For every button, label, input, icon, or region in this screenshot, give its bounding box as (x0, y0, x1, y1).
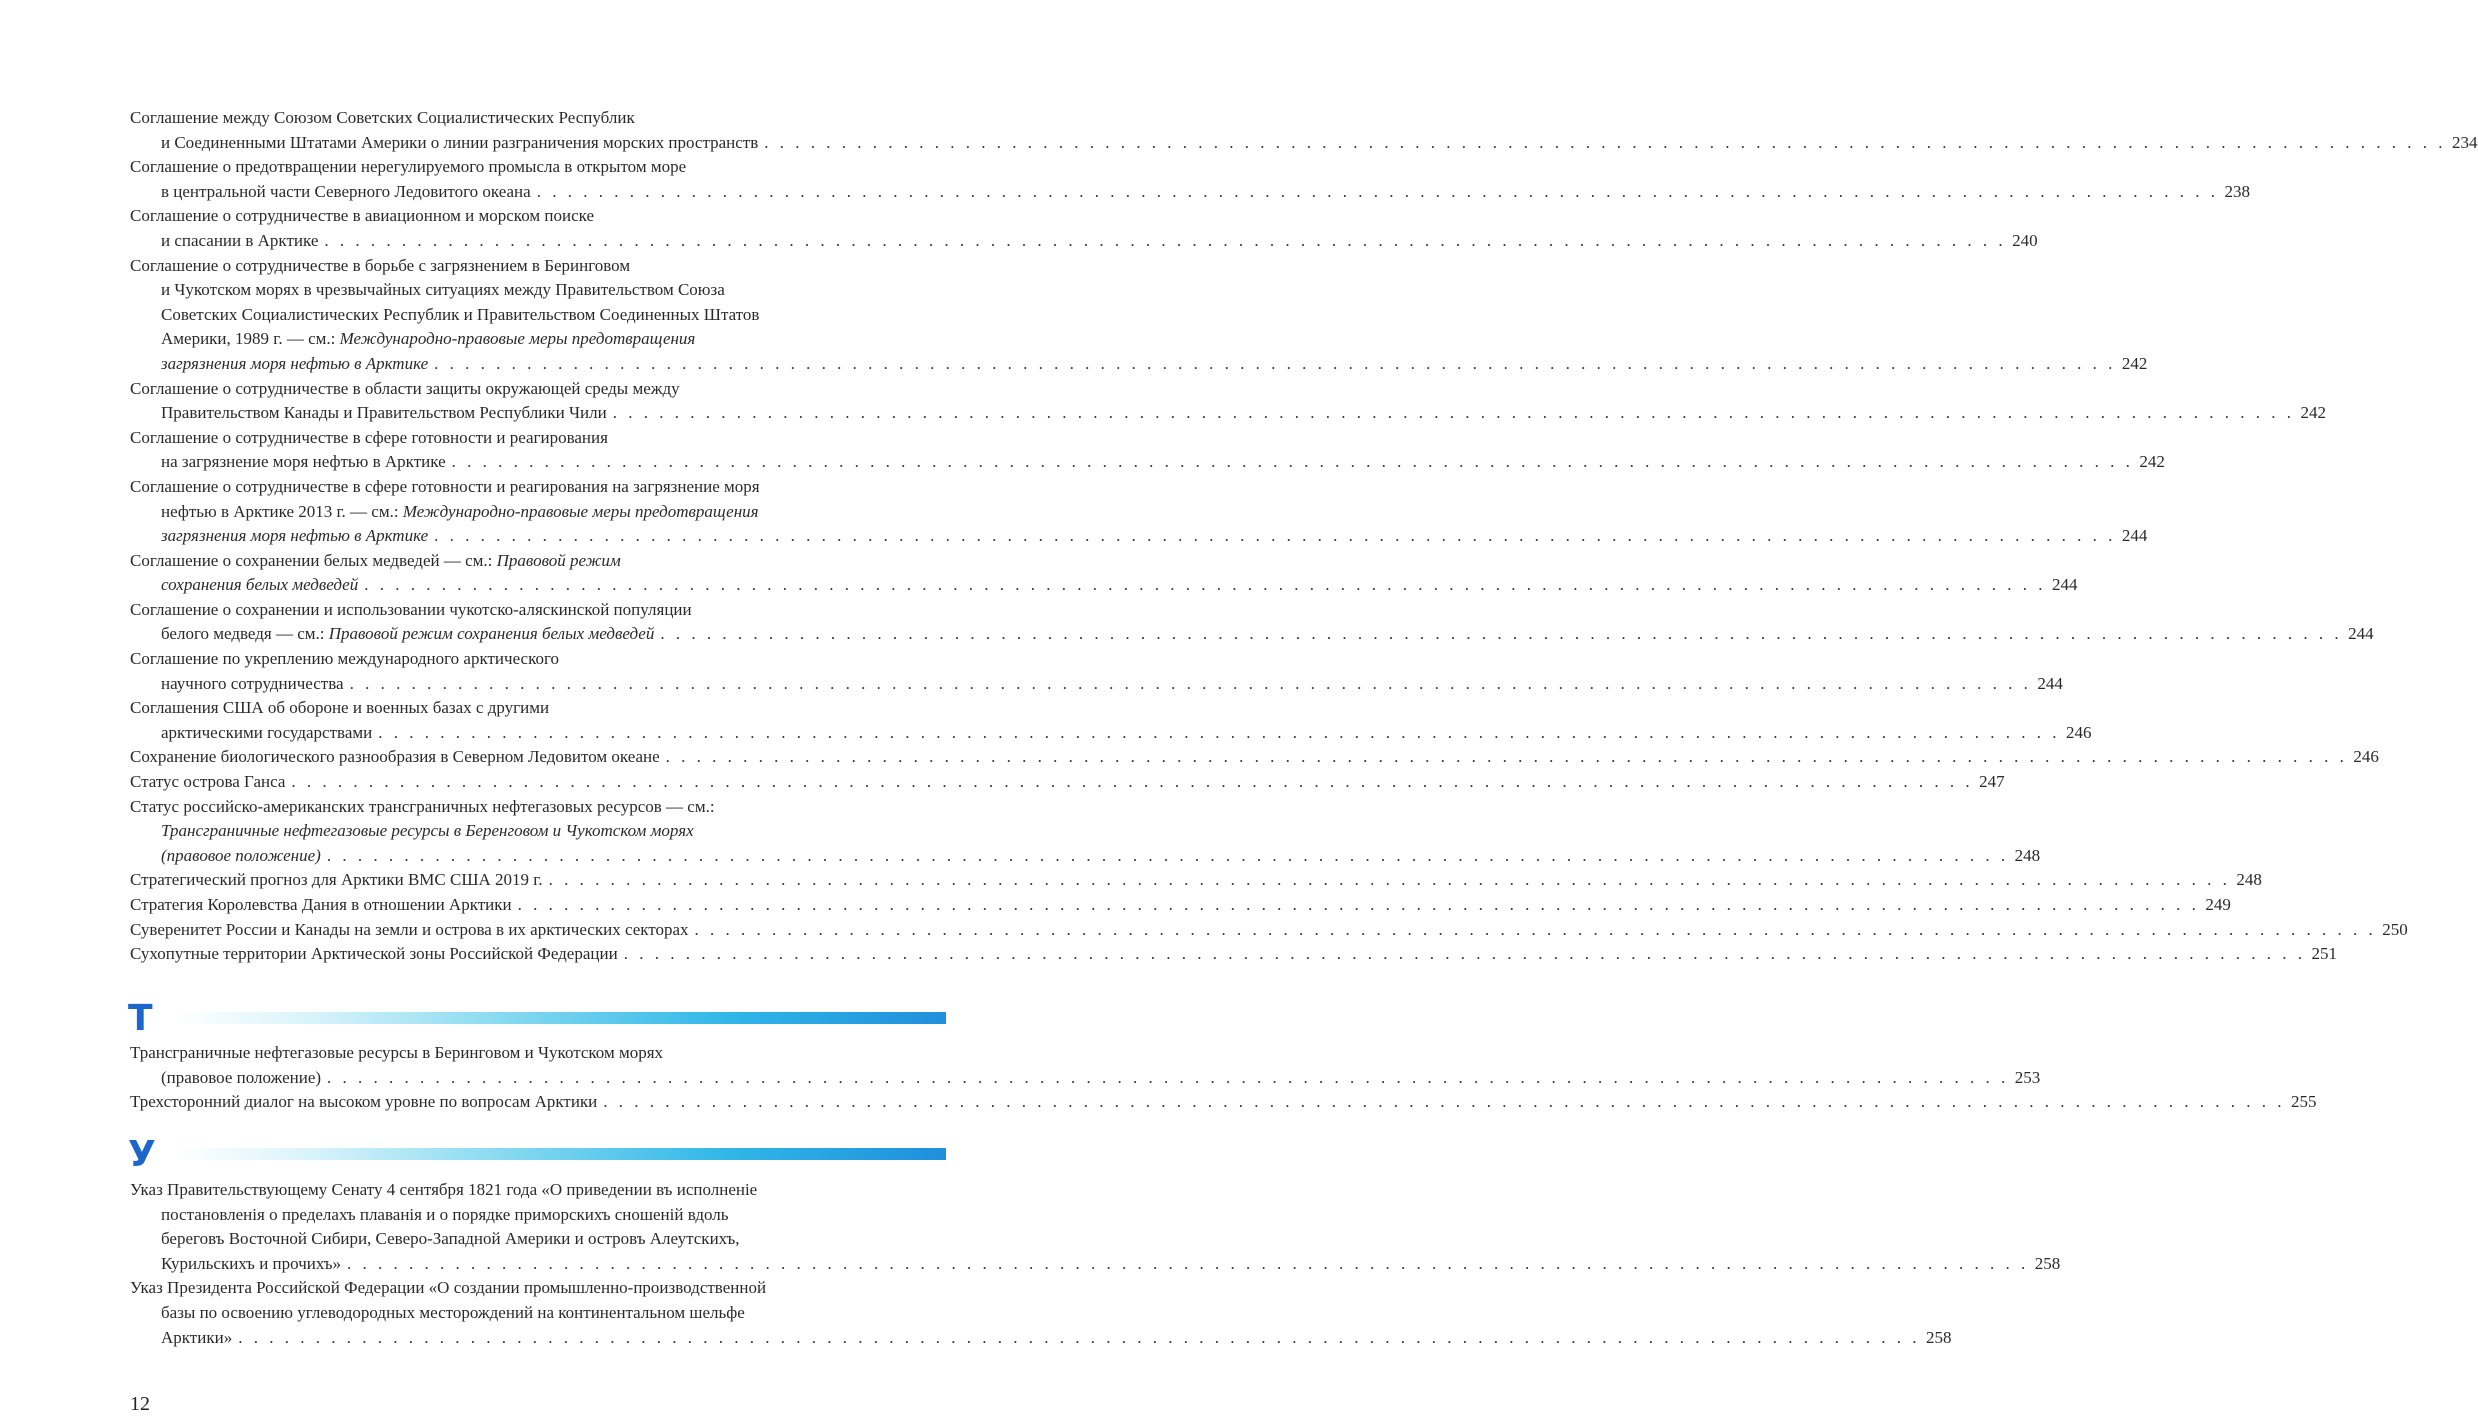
toc-entry[interactable] (130, 1090, 2317, 1115)
cross-reference[interactable]: сохранения белых медведей (161, 575, 359, 595)
page-ref: 246 (2353, 747, 2379, 767)
entry-line: Арктики» (161, 1327, 233, 1347)
toc-entry[interactable] (130, 426, 2165, 475)
page-ref: 244 (2348, 624, 2374, 644)
section-t-list (130, 1041, 2317, 1115)
page-ref: 253 (2014, 1067, 2041, 1087)
entry-line: Правительством Канады и Правительством Республики Чили (161, 403, 607, 423)
leader-dots: . . . . . . . . . . . . . . . . . . . . . . . . . . . . . . . . . . . . . . . . . . . . . . . . . . . . . . . . . . . . . . . . . . . . . . . . . . . . . . . . . . . . . . . . . . . . . . . . . . . . . . . . . . . . . (517, 895, 2200, 914)
section-letter: У (128, 1134, 156, 1175)
section-u-list (130, 1178, 2061, 1350)
leader-dots: . . . . . . . . . . . . . . . . . . . . . . . . . . . . . . . . . . . . . . . . . . . . . . . . . . . . . . . . . . . . . . . . . . . . . . . . . . . . . . . . . . . . . . . . . . . . . . . . . . . . . . . . . . . . . (434, 526, 2116, 546)
entry-line: береговъ Восточной Сибири, Северо-Западной Америки и островъ Алеутскихъ, (161, 1229, 740, 1249)
page-ref: 247 (1979, 772, 2005, 792)
entry-line: базы по освоению углеводородных месторождений на континентальном шельфе (161, 1302, 745, 1322)
toc-entry[interactable] (130, 1041, 2041, 1090)
page-ref: 244 (2051, 575, 2078, 595)
leader-dots: . . . . . . . . . . . . . . . . . . . . . . . . . . . . . . . . . . . . . . . . . . . . . . . . . . . . . . . . . . . . . . . . . . . . . . . . . . . . . . . . . . . . . . . . . . . . . . . . . . . . . . . . . . . . . (694, 919, 2377, 939)
entry-line: Соглашение о сотрудничестве в сфере готовности и реагирования на загрязнение моря (130, 476, 760, 496)
page-ref: 251 (2311, 944, 2337, 964)
cross-reference[interactable]: Международно-правовые меры предотвращения (402, 501, 759, 521)
cross-reference[interactable]: Международно-правовые меры предотвращения (339, 329, 696, 349)
toc-entry[interactable] (130, 745, 2379, 770)
entry-line: Статус острова Ганса (130, 772, 286, 792)
toc-entry[interactable] (130, 696, 2092, 745)
leader-dots: . . . . . . . . . . . . . . . . . . . . . . . . . . . . . . . . . . . . . . . . . . . . . . . . . . . . . . . . . . . . . . . . . . . . . . . . . . . . . . . . . . . . . . . . . . . . . . . . . . . . . . . . . . . . . (327, 1067, 2009, 1087)
entry-line: Сухопутные территории Арктической зоны Российской Федерации (130, 944, 618, 964)
page-ref: 242 (2139, 452, 2165, 472)
entry-line: Соглашения США об обороне и военных базах с другими (130, 698, 550, 718)
cross-reference[interactable]: загрязнения моря нефтью в Арктике (161, 526, 429, 546)
toc-entry[interactable] (130, 1276, 1952, 1350)
leader-dots: . . . . . . . . . . . . . . . . . . . . . . . . . . . . . . . . . . . . . . . . . . . . . . . . . . . . . . . . . . . . . . . . . . . . . . . . . . . . . . . . . . . . . . . . . . . . . . . . . . . . . . . . . . . . . (238, 1327, 1920, 1347)
entry-text: Америки, 1989 г. — см.: (161, 329, 340, 349)
page-ref: 238 (2224, 181, 2250, 201)
leader-dots: . . . . . . . . . . . . . . . . . . . . . . . . . . . . . . . . . . . . . . . . . . . . . . . . . . . . . . . . . . . . . . . . . . . . . . . . . . . . . . . . . . . . . . . . . . . . . . . . . . . . . . . . . . . . . (291, 772, 1974, 792)
entry-line: постановленія о пределахъ плаванія и о порядке приморскихъ сношеній вдоль (161, 1204, 729, 1224)
entry-line: Соглашение о сохранении и использовании чукотско-аляскинской популяции (130, 599, 692, 619)
leader-dots: . . . . . . . . . . . . . . . . . . . . . . . . . . . . . . . . . . . . . . . . . . . . . . . . . . . . . . . . . . . . . . . . . . . . . . . . . . . . . . . . . . . . . . . . . . . . . . . . . . . . . . . . . . . . . (536, 181, 2219, 201)
page-ref: 242 (2300, 403, 2326, 423)
entry-text: Соглашение о сохранении белых медведей — см.: (130, 550, 497, 570)
entry-line: и Чукотском морях в чрезвычайных ситуациях между Правительством Союза (161, 280, 725, 300)
entry-line: Курильскихъ и прочихъ» (161, 1253, 341, 1273)
entry-line: Трансграничные нефтегазовые ресурсы в Беринговом и Чукотском морях (130, 1043, 664, 1062)
leader-dots: . . . . . . . . . . . . . . . . . . . . . . . . . . . . . . . . . . . . . . . . . . . . . . . . . . . . . . . . . . . . . . . . . . . . . . . . . . . . . . . . . . . . . . . . . . . . . . . . . . . . . . . . . . . . . (451, 452, 2134, 472)
cross-reference[interactable]: Трансграничные нефтегазовые ресурсы в Беренговом и Чукотском морях (161, 821, 694, 841)
section-t-header (128, 996, 946, 1042)
entry-line: (правовое положение) (161, 1067, 322, 1087)
entry-line: Указ Правительствующему Сенату 4 сентября 1821 года «О приведении въ исполненіе (130, 1180, 758, 1199)
toc-entry[interactable] (130, 475, 2148, 549)
entry-line: Соглашение о сотрудничестве в авиационном и морском поиске (130, 206, 594, 226)
page-number: 12 (130, 1393, 150, 1415)
leader-dots: . . . . . . . . . . . . . . . . . . . . . . . . . . . . . . . . . . . . . . . . . . . . . . . . . . . . . . . . . . . . . . . . . . . . . . . . . . . . . . . . . . . . . . . . . . . . . . . . . . . . . . . . . . . . . (326, 845, 2009, 865)
entry-line: Сохранение биологического разнообразия в Северном Ледовитом океане (130, 747, 660, 767)
entry-line: и Соединенными Штатами Америки о линии разграничения морских пространств (161, 132, 759, 152)
page-ref: 258 (1925, 1327, 1952, 1347)
section-u-header (128, 1132, 946, 1178)
leader-dots: . . . . . . . . . . . . . . . . . . . . . . . . . . . . . . . . . . . . . . . . . . . . . . . . . . . . . . . . . . . . . . . . . . . . . . . . . . . . . . . . . . . . . . . . . . . . . . . . . . . . . . . . . . . . . (764, 132, 2447, 152)
toc-entry[interactable] (130, 155, 2250, 204)
cross-reference[interactable]: (правовое положение) (161, 845, 321, 865)
entry-line: на загрязнение моря нефтью в Арктике (161, 452, 446, 472)
entry-line: и спасании в Арктике (161, 230, 319, 250)
entry-line: Соглашение о предотвращении нерегулируемого промысла в открытом море (130, 157, 687, 177)
toc-entry[interactable] (130, 868, 2262, 893)
toc-entry[interactable] (130, 549, 2078, 598)
toc-entry[interactable] (130, 942, 2337, 967)
entry-line: Статус российско-американских трансграничных нефтегазовых ресурсов — см.: (130, 796, 715, 816)
cross-reference[interactable]: Правовой режим сохранения белых медведей (328, 624, 655, 644)
toc-entry[interactable] (130, 647, 2063, 696)
entry-line: Соглашение о сотрудничестве в борьбе с загрязнением в Беринговом (130, 255, 631, 275)
toc-entry[interactable] (130, 893, 2231, 918)
entry-line: Советских Социалистических Республик и Правительством Соединенных Штатов (161, 304, 760, 324)
toc-entry[interactable] (130, 795, 2041, 869)
section-gradient-bar (174, 1148, 946, 1160)
toc-entry[interactable] (130, 770, 2005, 795)
page-ref: 248 (2014, 845, 2041, 865)
toc-entry[interactable] (130, 204, 2038, 253)
entry-line: Стратегия Королевства Дания в отношении Арктики (130, 895, 512, 914)
entry-line: Соглашение между Союзом Советских Социалистических Республик (130, 108, 635, 127)
entry-line: научного сотрудничества (161, 673, 344, 693)
entry-line: Указ Президента Российской Федерации «О создании промышленно-производственной (130, 1278, 767, 1298)
page-ref: 250 (2382, 919, 2408, 939)
toc-entry[interactable] (130, 377, 2326, 426)
page-ref: 240 (2012, 230, 2038, 250)
entry-text: нефтью в Арктике 2013 г. — см.: (161, 501, 403, 521)
leader-dots: . . . . . . . . . . . . . . . . . . . . . . . . . . . . . . . . . . . . . . . . . . . . . . . . . . . . . . . . . . . . . . . . . . . . . . . . . . . . . . . . . . . . . . . . . . . . . . . . . . . . . . . . . . . . . (603, 1092, 2286, 1112)
toc-entry[interactable] (130, 598, 2374, 647)
leader-dots: . . . . . . . . . . . . . . . . . . . . . . . . . . . . . . . . . . . . . . . . . . . . . . . . . . . . . . . . . . . . . . . . . . . . . . . . . . . . . . . . . . . . . . . . . . . . . . . . . . . . . . . . . . . . . (612, 403, 2295, 423)
entry-line: Суверенитет России и Канады на земли и острова в их арктических секторах (130, 919, 689, 939)
section-gradient-bar (174, 1012, 946, 1024)
entry-line: арктическими государствами (161, 722, 373, 742)
page-ref: 248 (2236, 870, 2262, 890)
entry-line: Соглашение о сотрудничестве в сфере готовности и реагирования (130, 427, 608, 447)
entry-line: Соглашение о сотрудничестве в области защиты окружающей среды между (130, 378, 680, 398)
page-ref: 255 (2291, 1092, 2317, 1112)
toc-entry[interactable] (130, 254, 2148, 377)
leader-dots: . . . . . . . . . . . . . . . . . . . . . . . . . . . . . . . . . . . . . . . . . . . . . . . . . . . . . . . . . . . . . . . . . . . . . . . . . . . . . . . . . . . . . . . . . . . . . . . . . . . . . . . . . . . . . (347, 1253, 2029, 1273)
page-ref: 244 (2037, 673, 2063, 693)
page-ref: 234 (2452, 132, 2478, 152)
entry-line: Трехсторонний диалог на высоком уровне по вопросам Арктики (130, 1092, 598, 1112)
toc-entry[interactable] (130, 106, 2478, 155)
entry-line: Соглашение по укреплению международного арктического (130, 649, 560, 669)
entry-line: Стратегический прогноз для Арктики ВМС США 2019 г. (130, 870, 543, 890)
section-letter: Т (128, 998, 153, 1039)
leader-dots: . . . . . . . . . . . . . . . . . . . . . . . . . . . . . . . . . . . . . . . . . . . . . . . . . . . . . . . . . . . . . . . . . . . . . . . . . . . . . . . . . . . . . . . . . . . . . . . . . . . . . . . . . . . . . (349, 673, 2032, 693)
leader-dots: . . . . . . . . . . . . . . . . . . . . . . . . . . . . . . . . . . . . . . . . . . . . . . . . . . . . . . . . . . . . . . . . . . . . . . . . . . . . . . . . . . . . . . . . . . . . . . . . . . . . . . . . . . . . . (378, 722, 2060, 742)
cross-reference[interactable]: загрязнения моря нефтью в Арктике (161, 353, 429, 373)
leader-dots: . . . . . . . . . . . . . . . . . . . . . . . . . . . . . . . . . . . . . . . . . . . . . . . . . . . . . . . . . . . . . . . . . . . . . . . . . . . . . . . . . . . . . . . . . . . . . . . . . . . . . . . . . . . . . (434, 353, 2116, 373)
cross-reference[interactable]: Правовой режим (496, 550, 621, 570)
page-ref: 244 (2121, 526, 2148, 546)
page-ref: 258 (2034, 1253, 2061, 1273)
page-ref: 249 (2205, 895, 2231, 914)
leader-dots: . . . . . . . . . . . . . . . . . . . . . . . . . . . . . . . . . . . . . . . . . . . . . . . . . . . . . . . . . . . . . . . . . . . . . . . . . . . . . . . . . . . . . . . . . . . . . . . . . . . . . . . . . . . . . (623, 944, 2306, 964)
page-ref: 242 (2121, 353, 2148, 373)
entry-text: белого медведя — см.: (161, 624, 329, 644)
toc-entry[interactable] (130, 918, 2408, 943)
entry-line: в центральной части Северного Ледовитого океана (161, 181, 531, 201)
leader-dots: . . . . . . . . . . . . . . . . . . . . . . . . . . . . . . . . . . . . . . . . . . . . . . . . . . . . . . . . . . . . . . . . . . . . . . . . . . . . . . . . . . . . . . . . . . . . . . . . . . . . . . . . . . . . . (660, 624, 2343, 644)
leader-dots: . . . . . . . . . . . . . . . . . . . . . . . . . . . . . . . . . . . . . . . . . . . . . . . . . . . . . . . . . . . . . . . . . . . . . . . . . . . . . . . . . . . . . . . . . . . . . . . . . . . . . . . . . . . . . (324, 230, 2007, 250)
page-ref: 246 (2065, 722, 2092, 742)
section-s-list (130, 106, 2478, 967)
toc-entry[interactable] (130, 1178, 2061, 1276)
leader-dots: . . . . . . . . . . . . . . . . . . . . . . . . . . . . . . . . . . . . . . . . . . . . . . . . . . . . . . . . . . . . . . . . . . . . . . . . . . . . . . . . . . . . . . . . . . . . . . . . . . . . . . . . . . . . . (665, 747, 2348, 767)
leader-dots: . . . . . . . . . . . . . . . . . . . . . . . . . . . . . . . . . . . . . . . . . . . . . . . . . . . . . . . . . . . . . . . . . . . . . . . . . . . . . . . . . . . . . . . . . . . . . . . . . . . . . . . . . . . . . (548, 870, 2231, 890)
leader-dots: . . . . . . . . . . . . . . . . . . . . . . . . . . . . . . . . . . . . . . . . . . . . . . . . . . . . . . . . . . . . . . . . . . . . . . . . . . . . . . . . . . . . . . . . . . . . . . . . . . . . . . . . . . . . . (364, 575, 2046, 595)
